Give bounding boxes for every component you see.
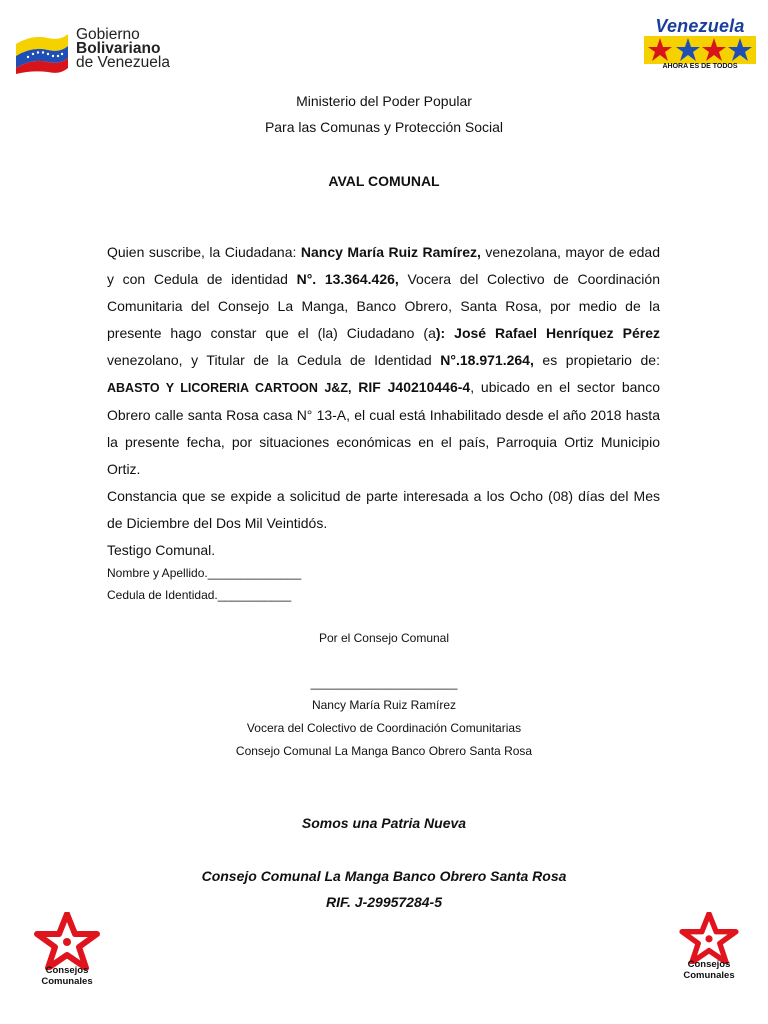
people-stars-icon [644,36,756,64]
citizen-id: N°. 13.364.426, [296,271,399,287]
footer-org: Consejo Comunal La Manga Banco Obrero Santa Rosa [201,868,567,884]
body-text: es propietario de: [533,352,660,368]
venezuela-logo-tagline: AHORA ES DE TODOS [662,63,738,70]
witness-name-line: Nombre y Apellido.______________ [107,566,302,580]
body-text: Vocera del Colectivo de Coordinación Comunitaria del Consejo La Manga, Banco Obrero, Santa Rosa, por medio de la presente hago constar que el (la) Ciudadano (a [107,271,660,341]
gobierno-logo-line1: Gobierno [76,26,140,43]
venezuela-flag-icon [14,30,70,74]
document-body [107,239,660,564]
signature-role: Vocera del Colectivo de Coordinación Comunitarias [246,721,522,735]
signature-line: ______________________ [310,676,458,690]
footer-rif: RIF. J-29957284-5 [326,894,442,910]
gobierno-logo-line2: Bolivariano [76,40,161,57]
body-text: , ubicado en el sector banco Obrero calle santa Rosa casa N° 13-A, el cual está Inhabilitado desde el año 2018 hasta la presente fecha, por situaciones económicas en el país, Parroquia Ortiz Municipio Ortiz. [107,379,661,477]
document-title: AVAL COMUNAL [328,173,440,189]
gobierno-logo-line3: de Venezuela [76,54,170,71]
signature-by: Por el Consejo Comunal [318,631,450,645]
owner-name: ): José Rafael Henríquez Pérez [435,325,660,341]
cc-logo-line1: Consejos [687,959,731,970]
cc-logo-line2: Comunales [683,970,735,981]
body-paragraph-3: Testigo Comunal. [107,542,216,558]
red-star-icon [664,912,754,964]
body-paragraph-2: Constancia que se expide a solicitud de parte interesada a los Ocho (08) días del Mes de Diciembre del Dos Mil Veintidós. [107,488,660,531]
witness-id-line: Cedula de Identidad.___________ [107,588,292,602]
business-rif: RIF J40210446-4 [351,379,471,395]
body-text: venezolana, mayor de edad y con Cedula de identidad [107,244,660,287]
consejos-comunales-logo-right [664,912,754,992]
cc-logo-line2: Comunales [41,976,93,987]
slogan: Somos una Patria Nueva [301,815,467,831]
venezuela-logo-title: Venezuela [655,16,745,36]
cc-logo-line1: Consejos [45,965,89,976]
ministry-heading [0,88,768,140]
signature-name: Nancy María Ruiz Ramírez [311,698,457,712]
consejos-comunales-logo-left [22,912,112,992]
body-text: Quien suscribe, la Ciudadana: [107,244,301,260]
owner-id: N°.18.971.264, [440,352,534,368]
ministry-line2: Para las Comunas y Protección Social [264,119,504,135]
body-paragraph-1 [107,239,660,483]
citizen-name: Nancy María Ruiz Ramírez, [300,244,481,260]
gobierno-bolivariano-logo [14,28,214,76]
signature-org: Consejo Comunal La Manga Banco Obrero Santa Rosa [235,744,533,758]
red-star-icon [22,912,112,970]
venezuela-ahora-es-de-todos-logo [640,16,760,76]
body-text: venezolano, y Titular de la Cedula de Identidad [107,352,441,368]
business-name: ABASTO Y LICORERIA CARTOON J&Z, [107,381,352,395]
ministry-line1: Ministerio del Poder Popular [296,93,472,109]
